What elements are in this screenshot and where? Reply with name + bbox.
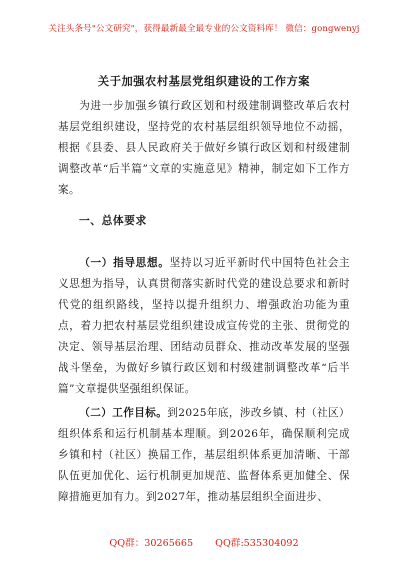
footer-qq-groups	[0, 535, 408, 549]
guiding-ideology-label: （一）指导思想。	[79, 257, 170, 269]
work-target-label: （二）工作目标。	[79, 407, 168, 419]
guiding-ideology-text: 坚持以习近平新时代中国特色社会主义思想为指导，认真贯彻落实新时代党的建设总要求和新时代党的组织路线，坚持以提升组织力、增强政治功能为重点，着力把农村基层党组织建设成宣传党的主张、贯彻党的决定、领导基层治理、团结动员群众、推动改革发展的坚强战斗堡垒，为做好乡镇行政区划和村级建制调整改革“后半篇”文章提供坚强组织保证。	[58, 257, 350, 395]
footer-qq-group-2: QQ群:535304092	[215, 538, 299, 549]
footer-qq-group-1: QQ群：30265665	[109, 538, 194, 549]
intro-paragraph: 为进一步加强乡镇行政区划和村级建制调整改革后农村基层党组织建设，坚持党的农村基层组织领导地位不动摇，根据《县委、县人民政府关于做好乡镇行政区划和村级建制调整改革“后半篇”文章的实施意见》精神，制定如下工作方案。	[58, 100, 350, 196]
section-heading-general-requirements: 一、总体要求	[79, 214, 147, 227]
top-promo-banner: 关注头条号"公文研究"，获得最新最全最专业的公文资料库！ 微信：gongwenyj	[48, 24, 360, 34]
guiding-ideology-paragraph	[58, 253, 350, 400]
work-target-text: 到2025年底，涉改乡镇、村（社区）组织体系和运行机制基本理顺。到2026年，确保顺利完成乡镇和村（社区）换届工作，基层组织体系更加清晰、干部队伍更加优化、运行机制更加规范、监督体系更加健全、保障措施更加有力。到2027年，推动基层组织全面进步、	[58, 407, 350, 503]
work-target-paragraph	[58, 403, 350, 508]
document-title: 关于加强农村基层党组织建设的工作方案	[97, 74, 311, 88]
